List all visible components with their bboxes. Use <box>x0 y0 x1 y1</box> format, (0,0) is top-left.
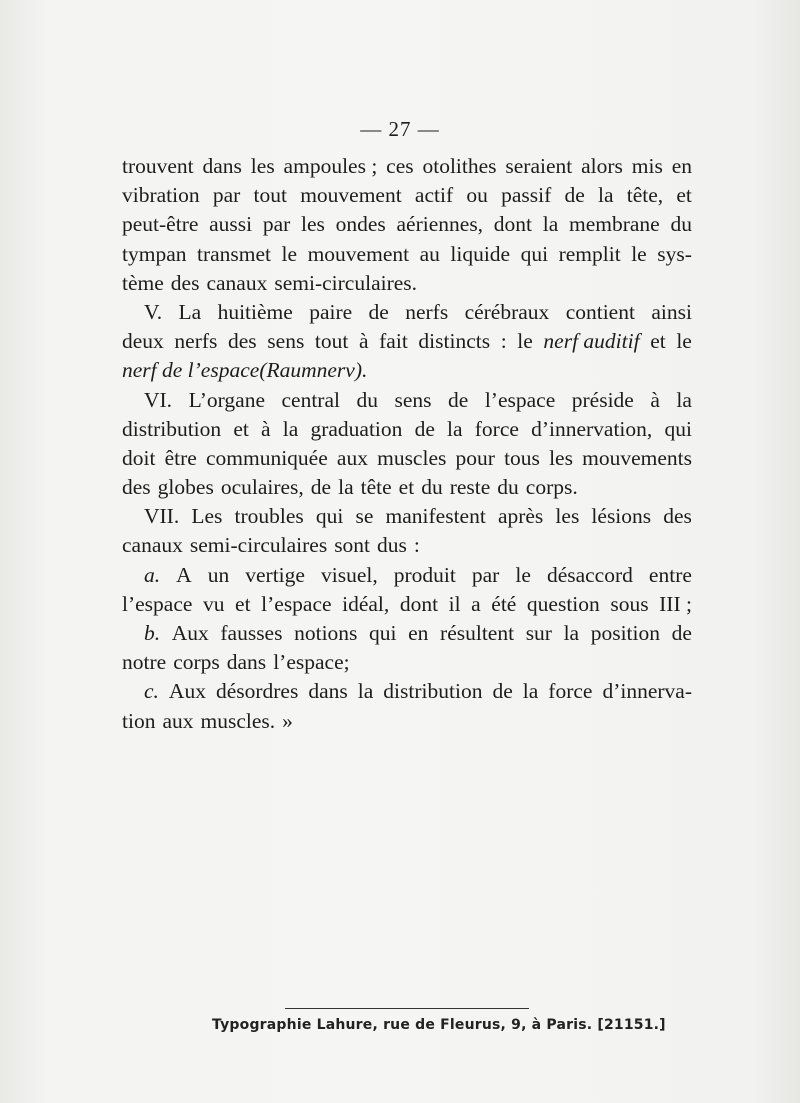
word: l’espace <box>261 591 332 616</box>
word: aériennes, <box>396 212 484 237</box>
word: nerf de l’espace <box>122 358 260 383</box>
word: le <box>631 241 647 266</box>
word: force <box>474 416 519 441</box>
word: la <box>338 475 354 500</box>
word: notions <box>294 621 358 645</box>
word: la <box>676 387 692 412</box>
word: un <box>207 562 230 587</box>
footer-rule <box>285 1008 529 1009</box>
word: doit <box>122 445 156 470</box>
text-line <box>122 327 692 356</box>
word: des <box>170 270 200 295</box>
word: l’espace <box>122 591 193 616</box>
word: ampoules ; <box>283 154 378 178</box>
word: à <box>358 329 369 354</box>
word: idéal, <box>342 591 390 616</box>
word: du <box>670 212 692 237</box>
word: trouvent <box>122 154 194 178</box>
word: : <box>500 329 507 354</box>
word: à <box>261 416 271 441</box>
text-line <box>122 561 692 590</box>
text-line <box>122 677 692 706</box>
word: semi-circulaires. <box>274 270 418 295</box>
word: se <box>355 504 374 529</box>
word: sys- <box>657 241 692 266</box>
word: VII. <box>144 504 180 529</box>
word: muscles <box>377 445 447 470</box>
word: ces <box>386 154 414 178</box>
word: distribution <box>383 679 483 704</box>
word: Aux <box>171 621 209 645</box>
word: membrane <box>568 212 660 237</box>
word: distincts <box>418 329 491 354</box>
text-line <box>122 619 692 648</box>
word: sur <box>525 621 552 645</box>
word: d’innervation, <box>531 416 653 441</box>
word: canaux <box>122 533 183 558</box>
word: dont <box>399 591 439 616</box>
word: tympan <box>122 241 187 266</box>
word: Les <box>191 504 223 529</box>
word: ondes <box>335 212 386 237</box>
word: otolithes <box>422 154 497 178</box>
word: l’espace <box>484 387 556 412</box>
word: des <box>663 504 692 529</box>
word: mis <box>631 154 663 178</box>
word: qui <box>664 416 692 441</box>
word: nerfs <box>405 299 449 324</box>
word: manifestent <box>385 504 486 529</box>
word: de <box>414 416 435 441</box>
word: graduation <box>310 416 403 441</box>
word: reste <box>449 475 491 500</box>
word: tête, <box>626 183 664 208</box>
word: des <box>122 475 151 500</box>
word: d’innerva- <box>602 679 692 704</box>
text-line <box>122 444 692 473</box>
word: en <box>408 621 429 645</box>
word: question <box>526 591 600 616</box>
text-line <box>122 473 692 502</box>
text-line <box>122 386 692 415</box>
word: muscles. <box>200 708 276 733</box>
word: de <box>671 621 692 645</box>
word: de <box>492 679 513 704</box>
word: de <box>448 387 469 412</box>
word: ainsi <box>651 299 692 324</box>
word: au <box>419 241 440 266</box>
word: nerfs <box>174 329 218 354</box>
word: tête <box>360 475 392 500</box>
word: mouvement <box>307 241 410 266</box>
text-line <box>122 707 692 736</box>
word: vertige <box>245 562 305 587</box>
word: la <box>357 679 374 704</box>
text-line <box>122 269 692 298</box>
word: visuel, <box>320 562 378 587</box>
word: par <box>212 183 241 208</box>
word: qui <box>520 241 549 266</box>
word: sous <box>610 591 649 616</box>
word: VI. <box>144 387 173 412</box>
word: après <box>497 504 544 529</box>
word: désordres <box>215 679 299 704</box>
word: Aux <box>168 679 206 704</box>
text-line <box>122 298 692 327</box>
text-line <box>122 502 692 531</box>
word: aux <box>162 708 194 733</box>
word: et <box>650 329 666 354</box>
word: dans <box>226 650 267 675</box>
word: la <box>542 212 559 237</box>
word: les <box>549 445 573 470</box>
word: huitième <box>217 299 293 324</box>
word: la <box>282 416 299 441</box>
word: produit <box>393 562 456 587</box>
word: tion <box>122 708 156 733</box>
word: troubles <box>234 504 304 529</box>
word: le <box>676 329 692 354</box>
word: sont <box>334 533 371 558</box>
word: position <box>590 621 661 645</box>
word: remplit <box>558 241 621 266</box>
text-line <box>122 648 692 677</box>
word: été <box>491 591 517 616</box>
word: la <box>597 183 614 208</box>
word: communiquée <box>205 445 328 470</box>
word: des <box>228 329 257 354</box>
word: par <box>471 562 500 587</box>
word: et <box>398 475 415 500</box>
word: dans <box>308 679 348 704</box>
text-line <box>122 415 692 444</box>
word: lésions <box>591 504 652 529</box>
text-line <box>122 531 692 560</box>
word: vibration <box>122 183 200 208</box>
word: deux <box>122 329 164 354</box>
word: mouvement <box>300 183 402 208</box>
word: dont <box>493 212 533 237</box>
word: mouvements <box>582 445 692 470</box>
word: le <box>515 562 531 587</box>
text-line <box>122 590 692 619</box>
word: par <box>262 212 291 237</box>
word: de <box>368 299 389 324</box>
word: en <box>671 154 692 178</box>
word: le <box>281 241 298 266</box>
word: la <box>447 416 463 441</box>
word: tout <box>314 329 349 354</box>
word: dus <box>377 533 407 558</box>
word: a <box>471 591 481 616</box>
word: qui <box>369 621 397 645</box>
word: III ; <box>659 591 692 616</box>
word: seraient <box>505 154 573 178</box>
word: du <box>497 475 519 500</box>
word: tous <box>504 445 540 470</box>
word: c. <box>144 679 159 704</box>
text-line <box>122 356 692 385</box>
body-text <box>122 152 692 736</box>
word: et <box>676 183 692 208</box>
word: distribution <box>122 416 222 441</box>
word: sens <box>394 387 432 412</box>
word: semi-circulaires <box>189 533 328 558</box>
word: vu <box>202 591 225 616</box>
word: les <box>301 212 325 237</box>
word: paire <box>309 299 353 324</box>
word: désaccord <box>546 562 633 587</box>
text-line <box>122 210 692 239</box>
text-line <box>122 152 692 181</box>
word: l’espace; <box>273 650 350 675</box>
word: force <box>548 679 593 704</box>
word: les <box>555 504 580 529</box>
word: ou <box>466 183 488 208</box>
word: aussi <box>209 212 253 237</box>
word: La <box>178 299 202 324</box>
word: préside <box>571 387 634 412</box>
word: a. <box>144 562 161 587</box>
word: A <box>176 562 192 587</box>
word: oculaires, <box>220 475 304 500</box>
word: (Raumnerv). <box>259 358 368 383</box>
word: dans <box>202 154 242 178</box>
word: de <box>564 183 585 208</box>
word: de <box>310 475 332 500</box>
word: : <box>413 533 420 558</box>
word: V. <box>144 299 163 324</box>
word: alors <box>581 154 623 178</box>
word: la <box>522 679 539 704</box>
word: et <box>233 416 249 441</box>
word: fait <box>379 329 408 354</box>
word: les <box>250 154 275 178</box>
word: central <box>281 387 340 412</box>
word: L’organe <box>188 387 265 412</box>
word: peut-être <box>122 212 199 237</box>
word: notre <box>122 650 167 675</box>
word: aux <box>336 445 368 470</box>
word: du <box>356 387 378 412</box>
text-line <box>122 181 692 210</box>
word: sens <box>267 329 305 354</box>
word: » <box>282 708 293 733</box>
word: qui <box>315 504 344 529</box>
word: passif <box>501 183 552 208</box>
word: contient <box>565 299 635 324</box>
printer-imprint: Typographie Lahure, rue de Fleurus, 9, à Paris. [21151.] <box>212 1017 666 1033</box>
word: canaux <box>206 270 268 295</box>
word: nerf auditif <box>543 329 640 354</box>
word: transmet <box>197 241 272 266</box>
word: le <box>517 329 533 354</box>
word: corps <box>173 650 220 675</box>
word: et <box>235 591 251 616</box>
word: cérébraux <box>464 299 550 324</box>
word: fausses <box>220 621 283 645</box>
word: pour <box>455 445 495 470</box>
word: liquide <box>450 241 511 266</box>
word: il <box>448 591 461 616</box>
word: tout <box>253 183 287 208</box>
word: corps. <box>525 475 578 500</box>
page-number: — 27 — <box>360 117 440 141</box>
word: être <box>164 445 197 470</box>
word: b. <box>144 621 161 645</box>
word: entre <box>648 562 692 587</box>
word: tème <box>122 270 164 295</box>
word: globes <box>157 475 214 500</box>
word: à <box>650 387 660 412</box>
word: résultent <box>440 621 515 645</box>
text-line <box>122 240 692 269</box>
word: la <box>563 621 580 645</box>
word: actif <box>414 183 454 208</box>
word: du <box>421 475 443 500</box>
